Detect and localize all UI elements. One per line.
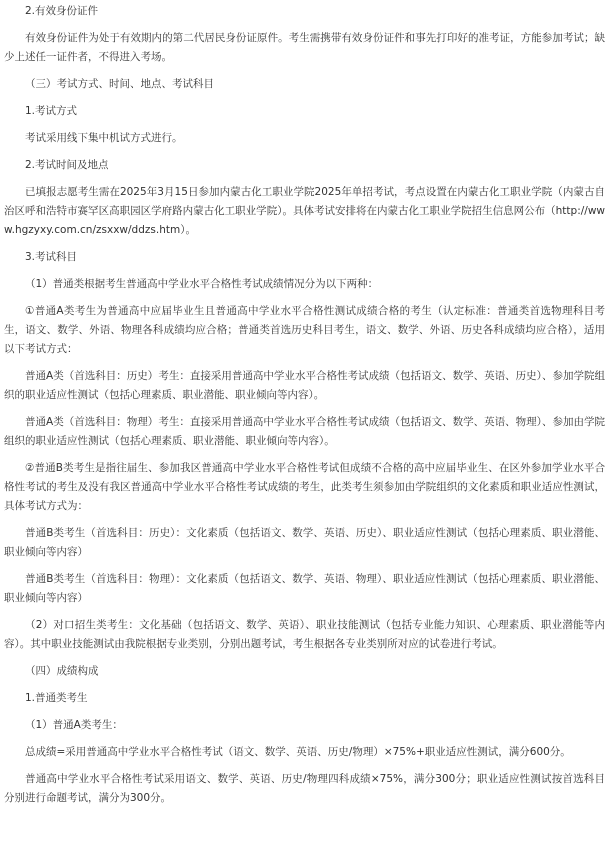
- heading-general-score: 1.普通类考生: [25, 692, 88, 704]
- paragraph-exam-time-place: 已填报志愿考生需在2025年3月15日参加内蒙古化工职业学院2025年单招考试，考点设置在内蒙古化工职业学院（内蒙古自治区呼和浩特市赛罕区高职园区学府路内蒙古化工职业学院）。具体考试安排将在内蒙古化工职业学院招生信息网公布（http://www.hgzyxy.com.cn/zsxxw/ddzs.htm）。: [4, 186, 605, 236]
- paragraph-general-b-history: 普通B类考生（首选科目：历史）：文化素质（包括语文、数学、英语、历史）、职业适应性测试（包括心理素质、职业潜能、职业倾向等内容）: [4, 527, 605, 558]
- heading-general-a-score: （1）普通A类考生：: [25, 719, 123, 731]
- paragraph-id-requirement: 有效身份证件为处于有效期内的第二代居民身份证原件。考生需携带有效身份证件和事先打印好的准考证，方能参加考试；缺少上述任一证件者，不得进入考场。: [4, 32, 605, 63]
- paragraph-general-b-physics: 普通B类考生（首选科目：物理）：文化素质（包括语文、数学、英语、物理）、职业适应性测试（包括心理素质、职业潜能、职业倾向等内容）: [4, 573, 605, 604]
- paragraph-vocational-category: （2）对口招生类考生：文化基础（包括语文、数学、英语）、职业技能测试（包括专业能力知识、心理素质、职业潜能等内容）。其中职业技能测试由我院根据专业类别，分别出题考试，考生根据各专业类别所对应的试卷进行考试。: [4, 619, 605, 650]
- paragraph-general-a-definition: ①普通A类考生为普通高中应届毕业生且普通高中学业水平合格性测试成绩合格的考生（认定标准：普通类首选物理科目考生，语文、数学、外语、物理各科成绩均应合格；普通类首选历史科目考生，语文、数学、外语、历史各科成绩均应合格），适用以下考试方式：: [4, 305, 605, 355]
- paragraph-general-category: （1）普通类根据考生普通高中学业水平合格性考试成绩情况分为以下两种：: [25, 278, 379, 290]
- heading-exam-subjects: 3.考试科目: [25, 251, 78, 263]
- paragraph-exam-method: 考试采用线下集中机试方式进行。: [25, 132, 183, 144]
- paragraph-general-b-definition: ②普通B类考生是指往届生、参加我区普通高中学业水平合格性考试但成绩不合格的高中应届毕业生、在区外参加学业水平合格性考试的考生及没有我区普通高中学业水平合格性考试成绩的考生，此类考生须参加由学院组织的文化素质和职业适应性测试，具体考试方式为：: [4, 462, 605, 512]
- heading-valid-id: 2.有效身份证件: [25, 5, 99, 17]
- heading-exam-method: 1.考试方式: [25, 105, 78, 117]
- section-heading-score: （四）成绩构成: [25, 665, 99, 677]
- paragraph-general-a-physics: 普通A类（首选科目：物理）考生：直接采用普通高中学业水平合格性考试成绩（包括语文、数学、英语、物理）、参加由学院组织的职业适应性测试（包括心理素质、职业潜能、职业倾向等内容）。: [4, 416, 605, 447]
- paragraph-total-score-formula: 总成绩=采用普通高中学业水平合格性考试（语文、数学、英语、历史/物理）×75%+职业适应性测试，满分600分。: [25, 746, 571, 758]
- heading-exam-time-place: 2.考试时间及地点: [25, 159, 109, 171]
- paragraph-score-detail: 普通高中学业水平合格性考试采用语文、数学、英语、历史/物理四科成绩×75%，满分300分；职业适应性测试按首选科目分别进行命题考试，满分为300分。: [4, 773, 605, 804]
- paragraph-general-a-history: 普通A类（首选科目：历史）考生：直接采用普通高中学业水平合格性考试成绩（包括语文、数学、英语、历史）、参加学院组织的职业适应性测试（包括心理素质、职业潜能、职业倾向等内容）。: [4, 370, 605, 401]
- section-heading-exam: （三）考试方式、时间、地点、考试科目: [25, 78, 214, 90]
